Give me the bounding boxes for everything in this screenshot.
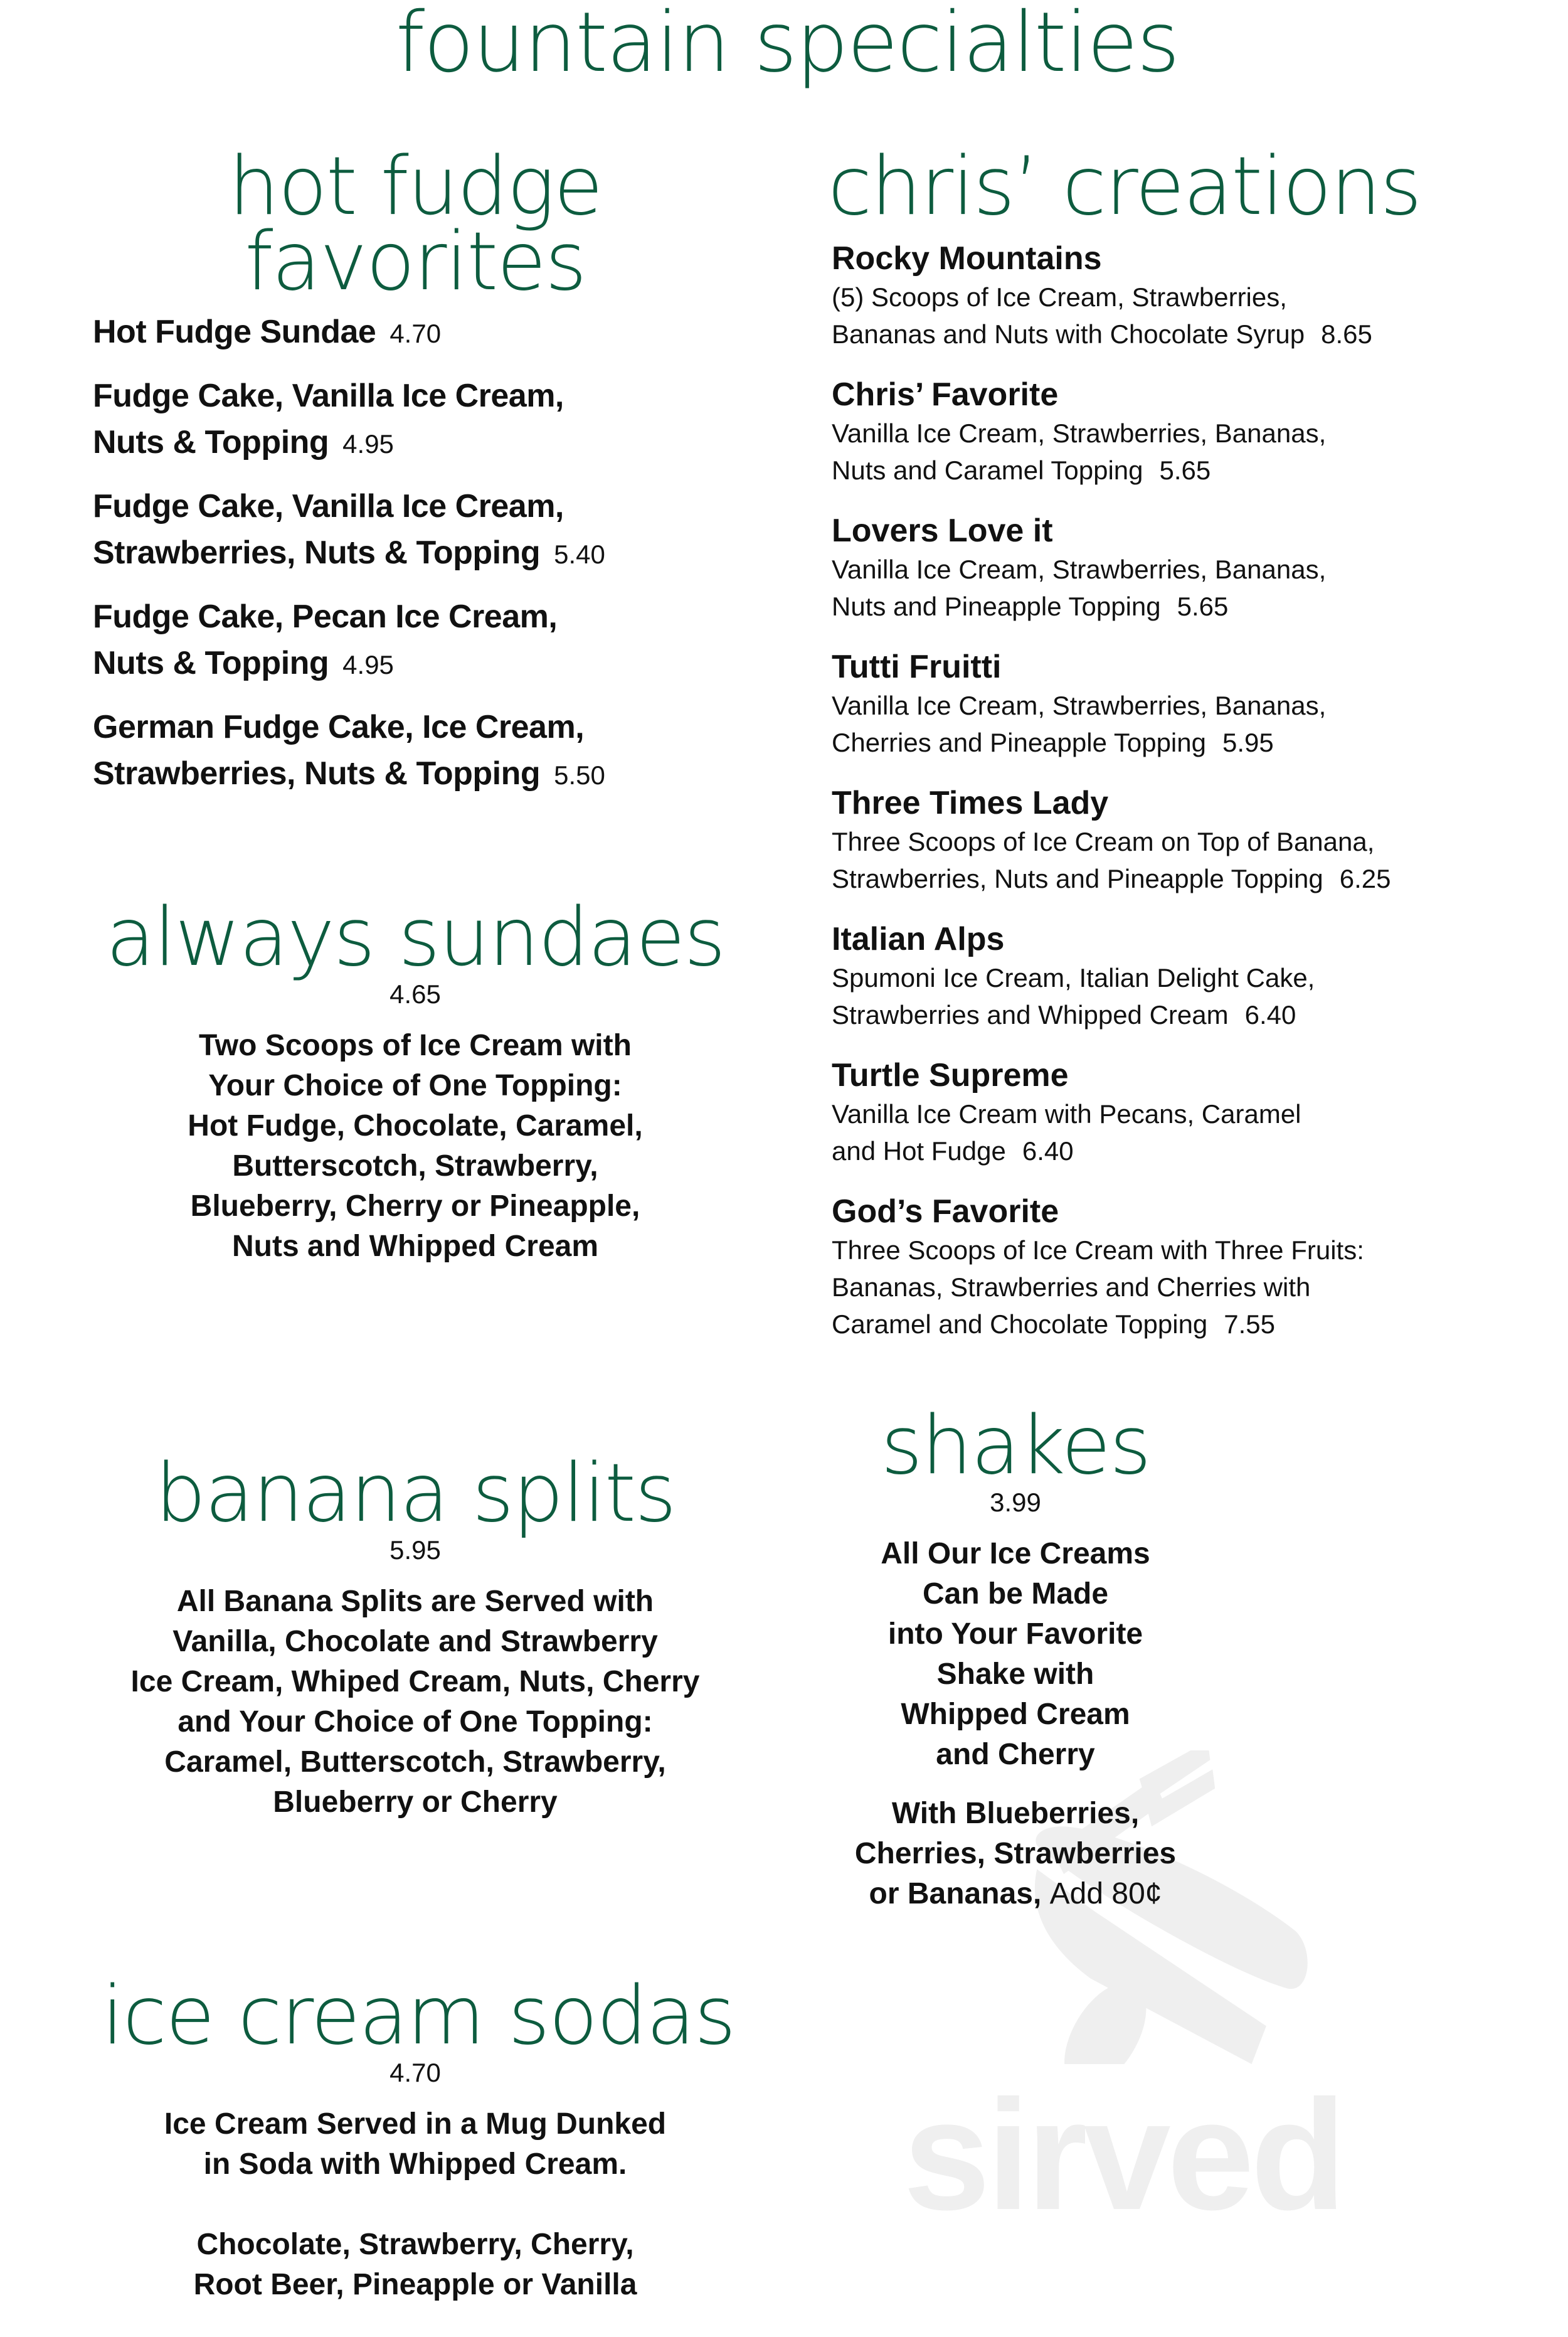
- menu-item-description-text: Vanilla Ice Cream, Strawberries, Bananas,: [832, 418, 1327, 448]
- menu-item-name: Fudge Cake, Vanilla Ice Cream,: [93, 488, 564, 524]
- menu-item-price: 4.95: [342, 429, 394, 459]
- menu-item-description-line: [832, 959, 1553, 996]
- watermark-text: sirved: [903, 2067, 1343, 2242]
- menu-item-description-text: Nuts and Caramel Topping: [832, 455, 1143, 485]
- menu-item-name: Nuts & Topping: [93, 424, 329, 460]
- menu-item: [832, 375, 1553, 489]
- description-line: into Your Favorite: [887, 1617, 1143, 1651]
- description-line: in Soda with Whipped Cream.: [203, 2148, 627, 2181]
- menu-item-description-line: [832, 996, 1553, 1033]
- menu-item: [832, 238, 1553, 353]
- menu-item-description-line: [832, 415, 1553, 452]
- chris-creations-heading: chris’ creations: [828, 140, 1421, 233]
- menu-item-description-text: Caramel and Chocolate Topping: [832, 1309, 1208, 1339]
- menu-item-description-text: Vanilla Ice Cream with Pecans, Caramel: [832, 1099, 1301, 1129]
- description-line: Chocolate, Strawberry, Cherry,: [196, 2228, 634, 2261]
- shakes-description: [733, 1534, 1298, 1775]
- hot-fudge-list: [93, 309, 751, 814]
- description-line: Ice Cream Served in a Mug Dunked: [164, 2107, 667, 2141]
- menu-item-description-line: [832, 1132, 1553, 1169]
- menu-item-name: Strawberries, Nuts & Topping: [93, 755, 541, 792]
- chris-creations-list: [832, 238, 1553, 1365]
- banana-splits-section: [55, 1447, 776, 1823]
- menu-item-description-text: Bananas, Strawberries and Cherries with: [832, 1272, 1311, 1302]
- shakes-heading: shakes: [881, 1399, 1150, 1493]
- menu-item-price: 5.50: [554, 760, 605, 790]
- menu-item-price: 7.55: [1224, 1309, 1276, 1339]
- menu-item: [93, 704, 751, 799]
- description-line: Hot Fudge, Chocolate, Caramel,: [188, 1109, 643, 1142]
- menu-item: [832, 1191, 1553, 1343]
- description-line: Blueberry, Cherry or Pineapple,: [190, 1190, 640, 1223]
- menu-item: [832, 919, 1553, 1033]
- menu-item-name: Rocky Mountains: [832, 240, 1102, 277]
- menu-item-description-text: Spumoni Ice Cream, Italian Delight Cake,: [832, 963, 1315, 993]
- description-line: Butterscotch, Strawberry,: [232, 1149, 598, 1183]
- menu-item-description-text: Strawberries, Nuts and Pineapple Topping: [832, 864, 1323, 893]
- menu-item-name-line: [93, 594, 751, 640]
- menu-item-description: [832, 959, 1553, 1033]
- shakes-addon-line: [733, 1874, 1298, 1914]
- menu-item-name: Lovers Love it: [832, 513, 1053, 549]
- menu-item-name-line: [93, 309, 751, 357]
- menu-item-name-line: [93, 640, 751, 688]
- ice-cream-sodas-price: 4.70: [389, 2058, 441, 2087]
- menu-item-description-text: Bananas and Nuts with Chocolate Syrup: [832, 319, 1305, 349]
- menu-item-price: 5.65: [1159, 455, 1211, 485]
- description-line: Caramel, Butterscotch, Strawberry,: [164, 1745, 666, 1779]
- menu-item-description-text: Cherries and Pineapple Topping: [832, 728, 1206, 757]
- menu-item-name: Strawberries, Nuts & Topping: [93, 535, 541, 571]
- menu-item-name: German Fudge Cake, Ice Cream,: [93, 709, 585, 745]
- menu-item-description: [832, 1095, 1553, 1169]
- menu-item-name: Hot Fudge Sundae: [93, 314, 376, 350]
- menu-item-description: [832, 1232, 1553, 1343]
- menu-item: [93, 373, 751, 467]
- menu-item-price: 4.95: [342, 650, 394, 679]
- menu-item-name: Tutti Fruitti: [832, 649, 1002, 685]
- always-sundaes-price: 4.65: [389, 979, 441, 1009]
- menu-item-name: Turtle Supreme: [832, 1057, 1069, 1094]
- menu-item-name-line: [93, 750, 751, 799]
- menu-item-price: 6.40: [1022, 1136, 1074, 1166]
- menu-item-description-line: [832, 279, 1553, 316]
- menu-item-description-line: [832, 823, 1553, 860]
- menu-item-price: 4.70: [389, 319, 442, 348]
- menu-item-description-text: Strawberries and Whipped Cream: [832, 1000, 1229, 1030]
- menu-item-description-line: [832, 551, 1553, 588]
- menu-item: [832, 511, 1553, 625]
- menu-item-name-line: [93, 419, 751, 467]
- menu-item-description-line: [832, 1095, 1553, 1132]
- menu-item-description: [832, 279, 1553, 353]
- menu-item-name: Nuts & Topping: [93, 645, 329, 681]
- shakes-section: [733, 1399, 1298, 1914]
- menu-item: [93, 309, 751, 357]
- description-line: Shake with: [936, 1658, 1094, 1691]
- description-line: Blueberry or Cherry: [273, 1786, 558, 1819]
- menu-item: [832, 647, 1553, 761]
- hot-fudge-heading-line: favorites: [245, 215, 586, 309]
- hot-fudge-heading-line: hot fudge: [228, 140, 602, 233]
- always-sundaes-heading: always sundaes: [105, 891, 725, 984]
- menu-item-description-text: and Hot Fudge: [832, 1136, 1006, 1166]
- shakes-addon-line: Cherries, Strawberries: [854, 1837, 1177, 1870]
- banana-splits-description: [55, 1582, 776, 1823]
- menu-item-description-text: Nuts and Pineapple Topping: [832, 592, 1161, 621]
- menu-item-price: 8.65: [1321, 319, 1372, 349]
- menu-item-name: Italian Alps: [832, 921, 1005, 957]
- menu-item-description-line: [832, 860, 1553, 897]
- menu-item: [832, 783, 1553, 897]
- menu-item-description-line: [832, 1306, 1553, 1343]
- menu-item: [93, 483, 751, 578]
- shakes-addon-line: With Blueberries,: [891, 1797, 1140, 1830]
- always-sundaes-description: [102, 1026, 729, 1267]
- menu-item-name: Chris’ Favorite: [832, 376, 1059, 413]
- menu-item: [832, 1055, 1553, 1169]
- description-line: and Your Choice of One Topping:: [177, 1705, 653, 1738]
- menu-item-description-text: Three Scoops of Ice Cream with Three Fruits:: [832, 1235, 1364, 1265]
- page-title: fountain specialties: [395, 0, 1179, 91]
- menu-item-name-line: [93, 704, 751, 750]
- menu-item-description-line: [832, 1232, 1553, 1269]
- menu-item-price: 5.95: [1222, 728, 1274, 757]
- shakes-price: 3.99: [990, 1488, 1041, 1517]
- hot-fudge-heading: [164, 140, 666, 309]
- description-line: All Our Ice Creams: [881, 1537, 1150, 1570]
- menu-item-description-text: (5) Scoops of Ice Cream, Strawberries,: [832, 282, 1287, 312]
- menu-item-name: Fudge Cake, Pecan Ice Cream,: [93, 599, 558, 635]
- menu-item-description: [832, 823, 1553, 897]
- menu-item-description-line: [832, 687, 1553, 724]
- menu-item: [93, 594, 751, 688]
- description-line: All Banana Splits are Served with: [176, 1585, 654, 1618]
- banana-splits-price: 5.95: [389, 1535, 441, 1565]
- menu-item-name: Fudge Cake, Vanilla Ice Cream,: [93, 378, 564, 414]
- description-line: and Cherry: [936, 1738, 1095, 1771]
- menu-item-name-line: [93, 530, 751, 578]
- menu-item-description-line: [832, 316, 1553, 353]
- menu-item-description-line: [832, 588, 1553, 625]
- description-line: Vanilla, Chocolate and Strawberry: [172, 1625, 658, 1658]
- menu-item-description: [832, 415, 1553, 489]
- menu-item-description-line: [832, 452, 1553, 489]
- menu-item-price: 5.40: [554, 540, 605, 569]
- menu-item-description-text: Vanilla Ice Cream, Strawberries, Bananas,: [832, 555, 1327, 584]
- always-sundaes-section: [102, 891, 729, 1267]
- menu-item-description-text: Three Scoops of Ice Cream on Top of Banana,: [832, 827, 1375, 856]
- menu-item-description: [832, 551, 1553, 625]
- description-line: Can be Made: [922, 1577, 1109, 1610]
- shakes-addon-price: Add 80¢: [1049, 1877, 1162, 1910]
- menu-item-name-line: [93, 373, 751, 419]
- description-line: Ice Cream, Whiped Cream, Nuts, Cherry: [130, 1665, 700, 1698]
- ice-cream-sodas-flavors: [102, 2225, 729, 2305]
- menu-item-name: God’s Favorite: [832, 1193, 1059, 1230]
- menu-item-description: [832, 687, 1553, 761]
- shakes-addon: [733, 1794, 1298, 1914]
- menu-item-price: 6.25: [1339, 864, 1391, 893]
- menu-item-description-line: [832, 1269, 1553, 1306]
- description-line: Two Scoops of Ice Cream with: [199, 1029, 632, 1062]
- menu-item-price: 5.65: [1177, 592, 1229, 621]
- ice-cream-sodas-description: [102, 2104, 729, 2185]
- menu-item-description-line: [832, 724, 1553, 761]
- menu-item-price: 6.40: [1244, 1000, 1296, 1030]
- description-line: Root Beer, Pineapple or Vanilla: [193, 2268, 637, 2301]
- menu-item-name: Three Times Lady: [832, 785, 1109, 821]
- description-line: Your Choice of One Topping:: [208, 1069, 622, 1102]
- menu-item-name-line: [93, 483, 751, 530]
- ice-cream-sodas-heading: ice cream sodas: [102, 1969, 735, 2063]
- description-line: Nuts and Whipped Cream: [231, 1230, 599, 1263]
- banana-splits-heading: banana splits: [155, 1447, 675, 1540]
- shakes-addon-text: or Bananas,: [869, 1877, 1042, 1910]
- description-line: Whipped Cream: [901, 1698, 1130, 1731]
- menu-item-description-text: Vanilla Ice Cream, Strawberries, Bananas,: [832, 691, 1327, 720]
- ice-cream-sodas-section: [102, 1969, 735, 2305]
